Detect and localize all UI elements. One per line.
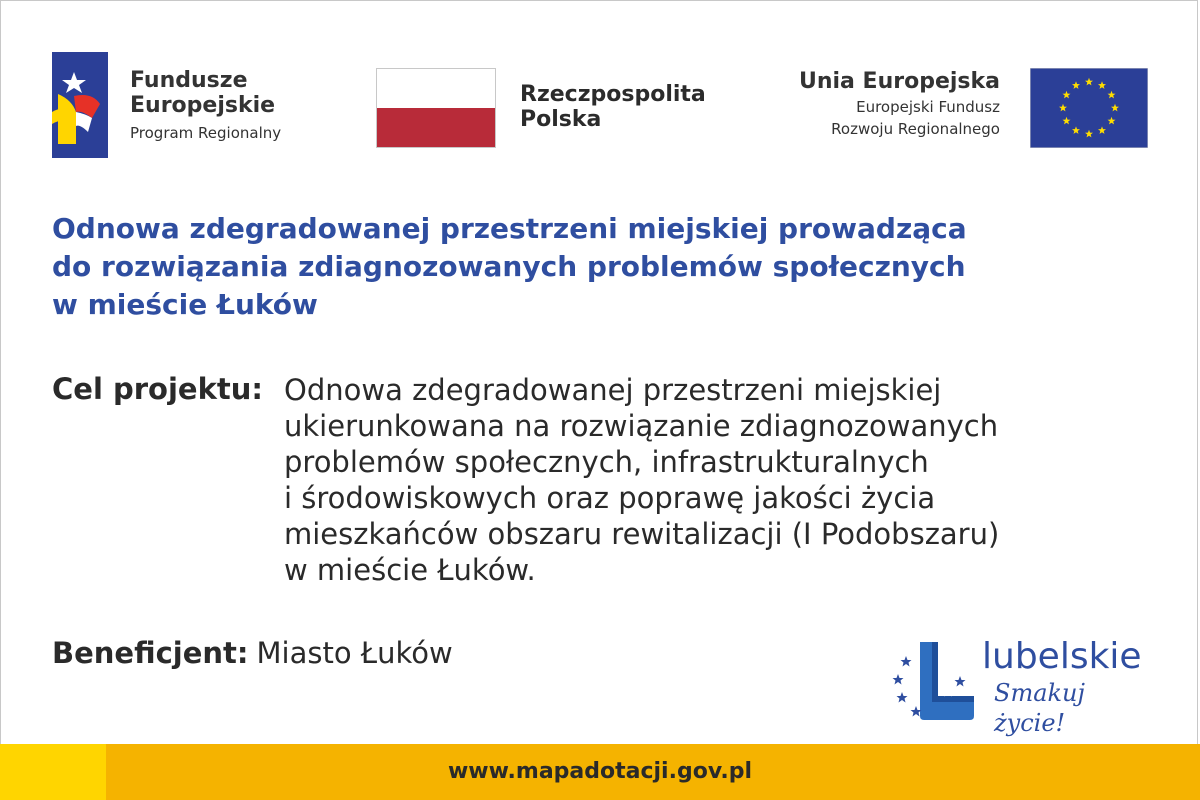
cel-line-4: i środowiskowych oraz poprawę jakości życia: [284, 481, 936, 515]
lubelskie-wordmark: lubelskie: [982, 636, 1142, 677]
footer-bar: [0, 744, 1200, 800]
project-title-line3: w mieście Łuków: [52, 288, 318, 321]
cel-line-5: mieszkańców obszaru rewitalizacji (I Podobszaru): [284, 517, 1000, 551]
project-title-line1: Odnowa zdegradowanej przestrzeni miejskiej prowadząca: [52, 212, 967, 245]
polish-flag-icon: [376, 68, 496, 148]
cel-line-6: w mieście Łuków.: [284, 553, 536, 587]
lubelskie-l-icon: [890, 636, 982, 726]
cel-line-2: ukierunkowana na rozwiązanie zdiagnozowanych: [284, 409, 999, 443]
polska-name-line2: Polska: [520, 107, 602, 132]
cel-line-3: problemów społecznych, infrastrukturalnych: [284, 445, 929, 479]
fundusze-subtitle: Program Regionalny: [130, 124, 282, 142]
rzeczpospolita-polska-logo: [376, 68, 736, 150]
lubelskie-logo: [890, 636, 1150, 737]
footer-url-link[interactable]: www.mapadotacji.gov.pl: [447, 759, 753, 784]
cel-projektu-text: [284, 372, 1104, 588]
fundusze-europejskie-logo: [52, 52, 302, 158]
cel-projektu-label: Cel projektu:: [52, 372, 263, 406]
eu-subtitle-line2: Rozwoju Regionalnego: [831, 120, 1000, 138]
beneficjent-label: Beneficjent:: [52, 636, 249, 670]
eu-flag-icon: [1030, 68, 1148, 148]
fundusze-title-line2: Europejskie: [130, 93, 276, 118]
project-title: [52, 210, 1152, 324]
project-title-line2: do rozwiązania zdiagnozowanych problemów społecznych: [52, 250, 966, 283]
unia-europejska-logo: [790, 68, 1148, 150]
eu-title: Unia Europejska: [798, 69, 1000, 94]
beneficjent-section: [52, 636, 453, 670]
cel-line-1: Odnowa zdegradowanej przestrzeni miejskiej: [284, 373, 942, 407]
fundusze-title-line1: Fundusze: [130, 68, 248, 93]
eu-subtitle-line1: Europejski Fundusz: [856, 98, 1000, 116]
polska-name-line1: Rzeczpospolita: [520, 82, 706, 107]
fundusze-europejskie-icon: [52, 52, 108, 158]
beneficjent-value: Miasto Łuków: [256, 636, 453, 670]
lubelskie-slogan: Smakuj życie!: [994, 679, 1085, 737]
